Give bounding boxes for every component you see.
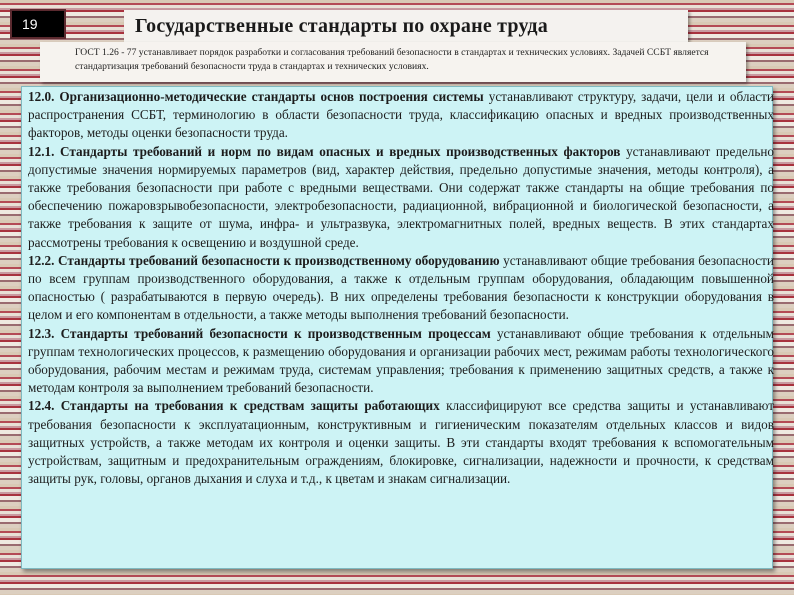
content-body <box>28 88 774 488</box>
subtitle: ГОСТ 1.26 - 77 устанавливает порядок разработки и согласования требований безопасности в стандартах и технических условиях. Задачей ССБТ является стандартизация требований безопасности труда в стандартах и технических условиях. <box>75 47 709 72</box>
slide-number: 19 <box>10 9 66 39</box>
section-heading: 12.1. Стандарты требований и норм по видам опасных и вредных производственных факторов <box>28 143 621 159</box>
section-heading: 12.0. Организационно-методические стандарты основ построения системы <box>28 89 484 104</box>
section-heading: 12.3. Стандарты требований безопасности к производственным процессам <box>28 325 491 341</box>
section-12-4 <box>28 397 774 488</box>
section-12-1 <box>28 143 774 252</box>
section-text: классифицируют все средства защиты и устанавливают требования безопасности к эксплуатационным, конструктивным и гигиеническим показателям отдельных классов и видов защитных устройств, а также методам их контроля и оценки защиты. В эти стандарты входят требования к вспомогательным устройствам, защитным и предохранительным ограждениям, блокировке, сигнализации, надежности и прочности, к средствам защиты рук, головы, органов дыхания и слуха и т.д., к цветам и знакам сигнализации. <box>28 398 774 487</box>
section-text: устанавливают общие требования к отдельным группам технологических процессов, к размещению оборудования и организации рабочих мест, режимам работы технологического оборудования, рабочим местам и режимам труда, системам управления; требования к применению защитных средств, а также к методам контроля за выполнением требований безопасности. <box>28 325 775 396</box>
section-heading: 12.4. Стандарты на требования к средствам защиты работающих <box>28 398 440 414</box>
section-text: устанавливают структуру, задачи, цели и области распространения ССБТ, терминологию в области безопасности труда, классификацию опасных и вредных производственных факторов, методы оценки безопасности труда. <box>28 89 774 141</box>
page-title: Государственные стандарты по охране труда <box>135 15 548 37</box>
section-12-3 <box>28 325 774 398</box>
section-12-0 <box>28 88 774 143</box>
section-12-2 <box>28 252 774 325</box>
section-heading: 12.2. Стандарты требований безопасности к производственному оборудованию <box>28 252 500 268</box>
section-text: устанавливают общие требования безопасности по всем группам производственного оборудования, а также к отдельным группам оборудования, обладающим повышенной опасностью ( разрабатываются в первую очередь). В них определены требования безопасности к конструкции оборудования в целом и его компонентам в отдельности, а также методы выполнения требований безопасности. <box>28 252 774 323</box>
section-text: устанавливают предельно допустимые значения нормируемых параметров (вид, характер действия, предельно допустимые значения, методы контроля), а также требования безопасности при работе с вредными веществами. Они содержат также стандарты на общие требования по обеспечению пожаровзрывобезопасности, электробезопасности, радиационной, вибрационной и биологической безопасности, а также требования к защите от шума, инфра- и ультразвука, электромагнитных полей, вредных веществ. В этих стандартах рассмотрены требования к освещению и воздушной среде. <box>28 143 775 250</box>
